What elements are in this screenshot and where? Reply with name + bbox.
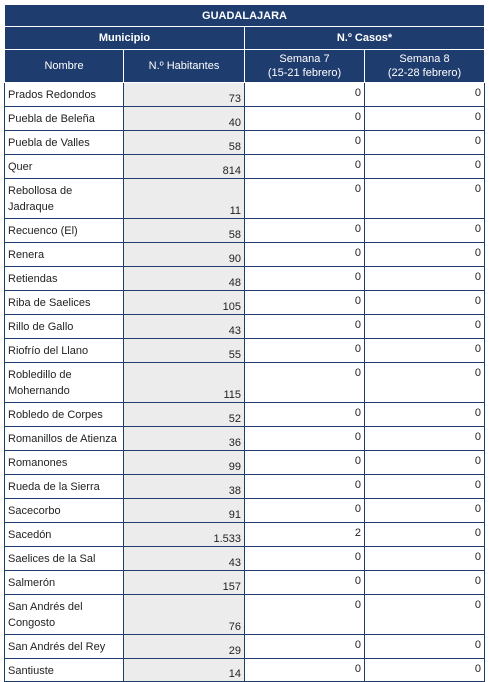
semana-7-cases-cell: 0 [245,595,365,635]
table-row [5,291,485,315]
table-title: GUADALAJARA [5,5,485,27]
municipio-name-cell: Rillo de Gallo [5,315,124,339]
semana-8-cases-cell: 0 [365,291,485,315]
column-header-habitantes: N.º Habitantes [124,50,245,83]
table-row [5,267,485,291]
municipio-name-cell: Recuenco (El) [5,219,124,243]
semana-7-cases-cell: 0 [245,219,365,243]
semana-7-cases-cell: 0 [245,363,365,403]
habitantes-cell: 73 [124,83,245,107]
semana-8-cases-cell: 0 [365,315,485,339]
habitantes-cell: 38 [124,475,245,499]
group-header-municipio: Municipio [5,27,245,50]
table-row [5,219,485,243]
habitantes-cell: 48 [124,267,245,291]
semana-8-cases-cell: 0 [365,595,485,635]
semana-7-range: (15-21 febrero) [267,67,342,79]
municipio-name-cell: Riba de Saelices [5,291,124,315]
semana-8-cases-cell: 0 [365,339,485,363]
table-row [5,635,485,659]
semana-7-cases-cell: 0 [245,315,365,339]
semana-8-range: (22-28 febrero) [387,67,462,79]
habitantes-cell: 43 [124,547,245,571]
semana-8-cases-cell: 0 [365,475,485,499]
table-row [5,363,485,403]
municipio-name-cell: Saelices de la Sal [5,547,124,571]
semana-8-cases-cell: 0 [365,363,485,403]
semana-7-cases-cell: 2 [245,523,365,547]
table-row [5,451,485,475]
semana-8-cases-cell: 0 [365,451,485,475]
semana-8-cases-cell: 0 [365,243,485,267]
habitantes-cell: 58 [124,131,245,155]
municipio-name-cell: Rebollosa de Jadraque [5,179,124,219]
semana-8-cases-cell: 0 [365,107,485,131]
semana-7-cases-cell: 0 [245,547,365,571]
habitantes-cell: 29 [124,635,245,659]
semana-7-cases-cell: 0 [245,571,365,595]
municipio-name-cell: Rueda de la Sierra [5,475,124,499]
table-row [5,547,485,571]
table-row [5,475,485,499]
cases-table-container [4,4,484,682]
habitantes-cell: 99 [124,451,245,475]
table-row [5,155,485,179]
semana-7-cases-cell: 0 [245,179,365,219]
habitantes-cell: 91 [124,499,245,523]
municipio-name-cell: Romanillos de Atienza [5,427,124,451]
habitantes-cell: 76 [124,595,245,635]
column-header-nombre: Nombre [5,50,124,83]
semana-7-cases-cell: 0 [245,475,365,499]
cases-table [4,4,485,682]
table-row [5,595,485,635]
municipio-name-cell: Robledillo de Mohernando [5,363,124,403]
semana-8-cases-cell: 0 [365,155,485,179]
semana-8-cases-cell: 0 [365,403,485,427]
semana-8-cases-cell: 0 [365,635,485,659]
table-row [5,339,485,363]
semana-7-cases-cell: 0 [245,403,365,427]
table-row [5,403,485,427]
municipio-name-cell: Quer [5,155,124,179]
municipio-name-cell: Retiendas [5,267,124,291]
municipio-name-cell: Robledo de Corpes [5,403,124,427]
column-header-semana-8 [365,50,485,83]
semana-8-cases-cell: 0 [365,83,485,107]
table-row [5,659,485,682]
habitantes-cell: 43 [124,315,245,339]
municipio-name-cell: San Andrés del Congosto [5,595,124,635]
semana-8-cases-cell: 0 [365,659,485,682]
habitantes-cell: 36 [124,427,245,451]
column-header-semana-7 [245,50,365,83]
table-row [5,315,485,339]
table-row [5,571,485,595]
semana-8-cases-cell: 0 [365,267,485,291]
habitantes-cell: 814 [124,155,245,179]
habitantes-cell: 105 [124,291,245,315]
municipio-name-cell: Prados Redondos [5,83,124,107]
semana-8-cases-cell: 0 [365,523,485,547]
habitantes-cell: 115 [124,363,245,403]
municipio-name-cell: Salmerón [5,571,124,595]
semana-7-cases-cell: 0 [245,427,365,451]
table-row [5,107,485,131]
habitantes-cell: 14 [124,659,245,682]
municipio-name-cell: San Andrés del Rey [5,635,124,659]
semana-8-label: Semana 8 [399,53,450,65]
habitantes-cell: 52 [124,403,245,427]
semana-7-cases-cell: 0 [245,499,365,523]
semana-7-cases-cell: 0 [245,83,365,107]
table-row [5,427,485,451]
habitantes-cell: 40 [124,107,245,131]
table-row [5,243,485,267]
semana-8-cases-cell: 0 [365,427,485,451]
semana-8-cases-cell: 0 [365,499,485,523]
municipio-name-cell: Puebla de Beleña [5,107,124,131]
semana-8-cases-cell: 0 [365,547,485,571]
semana-7-cases-cell: 0 [245,155,365,179]
table-row [5,499,485,523]
habitantes-cell: 1.533 [124,523,245,547]
municipio-name-cell: Riofrío del Llano [5,339,124,363]
table-body [5,83,485,682]
table-row [5,523,485,547]
habitantes-cell: 58 [124,219,245,243]
semana-8-cases-cell: 0 [365,179,485,219]
table-row [5,131,485,155]
habitantes-cell: 55 [124,339,245,363]
semana-7-cases-cell: 0 [245,131,365,155]
semana-7-cases-cell: 0 [245,635,365,659]
municipio-name-cell: Puebla de Valles [5,131,124,155]
group-header-casos: N.º Casos* [245,27,485,50]
municipio-name-cell: Renera [5,243,124,267]
semana-7-cases-cell: 0 [245,107,365,131]
municipio-name-cell: Sacecorbo [5,499,124,523]
table-row [5,179,485,219]
municipio-name-cell: Santiuste [5,659,124,682]
semana-8-cases-cell: 0 [365,219,485,243]
table-row [5,83,485,107]
semana-7-cases-cell: 0 [245,659,365,682]
habitantes-cell: 157 [124,571,245,595]
habitantes-cell: 90 [124,243,245,267]
semana-7-label: Semana 7 [279,53,330,65]
semana-7-cases-cell: 0 [245,291,365,315]
semana-8-cases-cell: 0 [365,131,485,155]
habitantes-cell: 11 [124,179,245,219]
semana-7-cases-cell: 0 [245,267,365,291]
semana-7-cases-cell: 0 [245,451,365,475]
semana-8-cases-cell: 0 [365,571,485,595]
semana-7-cases-cell: 0 [245,243,365,267]
municipio-name-cell: Sacedón [5,523,124,547]
municipio-name-cell: Romanones [5,451,124,475]
semana-7-cases-cell: 0 [245,339,365,363]
